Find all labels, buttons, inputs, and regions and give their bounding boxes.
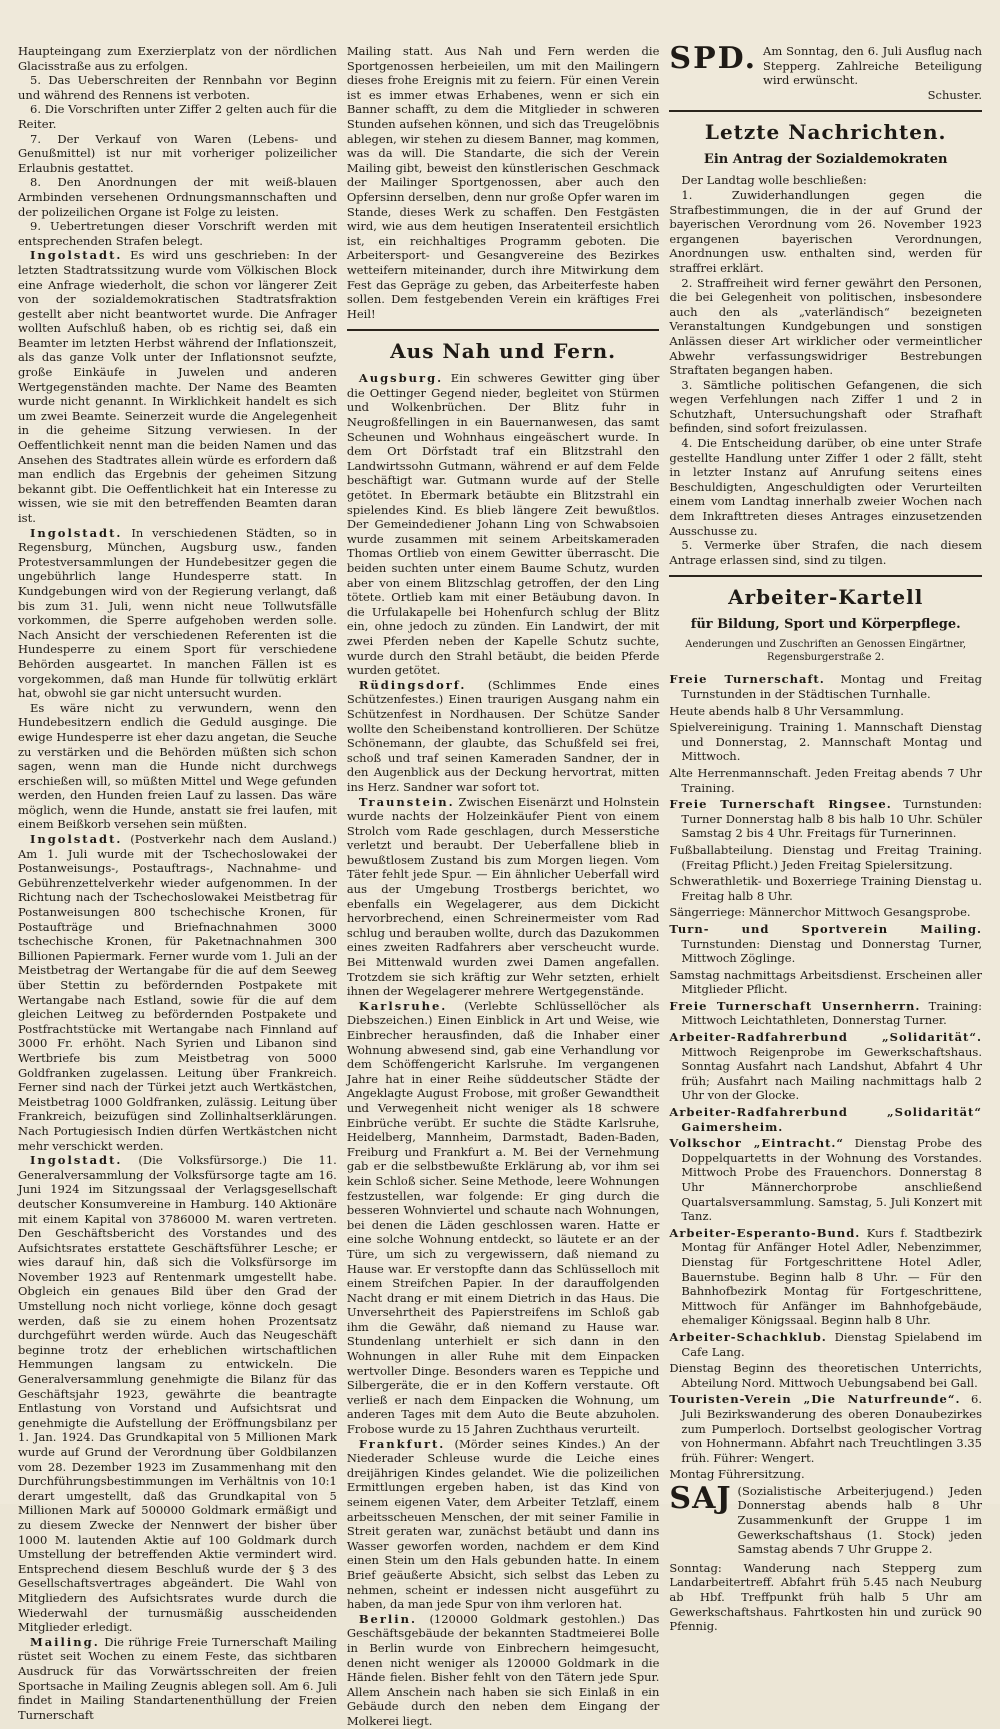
list-item: Touristen-Verein „Die Naturfreunde“. 6. Juli Bezirkswanderung des oberen Donaubezirkes zum Pumperloch. Dortselbst geologischer Vortrag von Hohnermann. Abfahrt nach Treuchtlingen 3.35 früh. Führer: Wengert. bbox=[669, 1392, 982, 1465]
section-subheading: für Bildung, Sport und Körperpflege. bbox=[690, 617, 961, 633]
spd-logo: SPD. bbox=[669, 41, 758, 76]
list-item: 1. Zuwiderhandlungen gegen die Strafbestimmungen, die in der auf Grund der bayerischen Verordnung vom 26. November 1923 ergangenen bayerischen Verordnungen, Anordnungen usw. enthalten sind, werden für straffrei erklärt. bbox=[669, 187, 982, 275]
article bbox=[18, 832, 337, 1153]
article-text: In verschiedenen Städten, so in Regensburg, München, Augsburg usw., fanden Protestversammlungen der Hundebesitzer gegen die ungebührlich lange Hundesperre statt. In Kundgebungen wird von der Regierung verlangt, daß bis zum 31. Juli, wenn nicht neue Tollwutsfälle vorkommen, die Sperre aufgehoben werden solle. Nach Ansicht der verschiedenen Referenten ist die Hundesperre zu einem Sport für verschiedene Behörden ausgeartet. In manchen Fällen ist es vorgekommen, daß man Hunde für tollwütig erklärt hat, obwohl sie gar nicht untersucht wurden. bbox=[18, 525, 337, 701]
column-3 bbox=[669, 41, 982, 1634]
list-item: 5. Vermerke über Strafen, die nach diesem Antrage erlassen sind, sind zu tilgen. bbox=[669, 538, 982, 567]
article-text: (Schlimmes Ende eines Schützenfestes.) Einen traurigen Ausgang nahm ein Schützenfest in Nordhausen. Der Schütze Sander wollte den Scheibenstand kontrollieren. Der Schütze Schönemann, der glaubte, das Schußfeld sei frei, schoß und traf seinen Kameraden Sandner, der in den Augenblick aus der Deckung hervortrat, mitten ins Herz. Sandner war sofort tot. bbox=[346, 677, 660, 794]
paragraph: 5. Das Ueberschreiten der Rennbahn vor Beginn und während des Rennens ist verboten. bbox=[18, 73, 337, 102]
article-text: Zwischen Eisenärzt und Holnstein wurde nachts der Holzeinkäufer Pient von einem Strolch vom Rade geschlagen, durch Messerstiche verletzt und beraubt. Der Ueberfallene blieb in bewußtlosem Zustand bis zum Morgen liegen. Vom Täter fehlt jede Spur. — Ein ähnlicher Ueberfall wird aus der Umgebung Trostbergs berichtet, wo ebenfalls ein Wegelagerer, aus dem Dickicht hervorbrechend, einen Schreinermeister vom Rad schlug und berauben wollte, durch das Dazukommen eines zweiten Radfahrers aber verscheucht wurde. Bei Mittenwald wurden zwei Damen angefallen. Trotzdem sie sich kräftig zur Wehr setzten, erhielt ihnen der Wegelagerer mehrere Wertgegenstände. bbox=[346, 794, 660, 999]
article bbox=[18, 1635, 337, 1723]
list-item: 4. Die Entscheidung darüber, ob eine unter Strafe gestellte Handlung unter Ziffer 1 oder 2 fällt, steht in letzter Instanz auf Anrufung seitens eines Beschuldigten, Angeschuldigten oder Verurteilten einem vom Landtag innerhalb zweier Wochen nach dem Inkrafttreten dieses Antrages einzusetzenden Ausschusse zu. bbox=[669, 436, 982, 538]
section-heading: Aus Nah und Fern. bbox=[390, 339, 617, 364]
saj-logo: SAJ bbox=[669, 1480, 732, 1516]
section-note: Aenderungen und Zuschriften an Genossen Eingärtner, Regensburgerstraße 2. bbox=[685, 639, 967, 664]
list-item: Spielvereinigung. Training 1. Mannschaft Dienstag und Donnerstag, 2. Mannschaft Montag und Mittwoch. bbox=[669, 720, 982, 764]
column-2 bbox=[346, 44, 660, 1728]
list-item: Fußballabteilung. Dienstag und Freitag Training. (Freitag Pflicht.) Jeden Freitag Spielersitzung. bbox=[669, 842, 982, 872]
section-heading: Arbeiter-Kartell bbox=[728, 585, 924, 610]
paragraph: 8. Den Anordnungen der mit weiß-blauen Armbinden versehenen Ordnungsmannschaften und der polizeilichen Organe ist Folge zu leisten. bbox=[18, 175, 337, 219]
list-item: Freie Turnerschaft Unsernherrn. Training: Mittwoch Leichtathleten, Donnerstag Turner. bbox=[669, 998, 982, 1028]
dateline: Ingolstadt. bbox=[30, 832, 123, 847]
list-item: Arbeiter-Esperanto-Bund. Kurs f. Stadtbezirk Montag für Anfänger Hotel Adler, Nebenzimmer, Dienstag für Fortgeschrittene Hotel Adler, Bauernstube. Beginn halb 8 Uhr. — Für den Bahnhofbezirk Montag für Fortgeschrittene, Mittwoch für Anfänger im Bahnhofgebäude, ehemaliger Königssaal. Beginn halb 8 Uhr. bbox=[669, 1225, 982, 1328]
column-1 bbox=[18, 44, 337, 1722]
article-text: Ein schweres Gewitter ging über die Oettinger Gegend nieder, begleitet von Stürmen und Wolkenbrüchen. Der Blitz fuhr in Neugroßfellingen in ein Bauernanwesen, das samt Scheunen und Wohnhaus eingeäschert wurde. In dem Ort Dörfstadt traf ein Blitzstrahl den Landwirtssohn Gutmann, während er auf dem Felde beschäftigt war. Gutmann wurde auf der Stelle getötet. In Ebermark betäubte ein Blitzstrahl ein spielendes Kind. Es blieb längere Zeit bewußtlos. Der Gemeindediener Johann Ling von Schwabsoien wurde zusammen mit seinem Arbeitskameraden Thomas Ortlieb von einem Gewitter überrascht. Die beiden suchten unter einem Baume Schutz, wurden aber von einem Blitzschlag getroffen, der den Ling tötete. Ortlieb kam mit einer Betäubung davon. In die Urfulakapelle bei Hohenfurch schlug der Blitz ein, ohne jedoch zu zünden. Ein Landwirt, der mit zwei Pferden neben der Kapelle Schutz suchte, wurde durch den Strahl betäubt, die beiden Pferde wurden getötet. bbox=[346, 371, 660, 678]
list-item: 2. Straffreiheit wird ferner gewährt den Personen, die bei Gelegenheit von politischen, insbesondere auch den als „vaterländisch“ bezeigneten Veranstaltungen Kundgebungen und sonstigen Anlässen dieser Art wirklicher oder vermeintlicher Abwehr verfassungswidriger Bestrebungen Straftaten begangen haben. bbox=[669, 275, 982, 378]
divider bbox=[347, 329, 660, 331]
dateline: Traunstein. bbox=[358, 794, 455, 809]
paragraph: Haupteingang zum Exerzierplatz von der nördlichen Glacisstraße aus zu erfolgen. bbox=[18, 44, 337, 73]
section-subheading: Ein Antrag der Sozialdemokraten bbox=[703, 152, 948, 168]
paragraph: 6. Die Vorschriften unter Ziffer 2 gelten auch für die Reiter. bbox=[18, 102, 337, 131]
article-text: (Postverkehr nach dem Ausland.) Am 1. Juli wurde mit der Tschechoslowakei der Postanweisungs-, Postauftrags-, Nachnahme- und Gebührenzettelverkehr wieder aufgenommen. In der Richtung nach der Tschechoslowakei Meistbetrag für Postanweisungen 800 tschechische Kronen, für Postaufträge und Briefnachnahmen 3000 tschechische Kronen, für Paketnachnahmen 300 Billionen Papiermark. Ferner wurde vom 1. Juli an der Meistbetrag der Wertangabe für die auf dem Seeweg über Stettin zu befördernden Postpakete mit Wertangabe nach Estland, sowie für die auf dem gleichen Leitweg zu befördernden Postpakete und Postfrachtstücke mit Wertangabe nach Finnland auf 3000 Fr. erhöht. Nach Syrien und Libanon sind Wertbriefe bis zum Meistbetrag von 5000 Goldfranken zugelassen. Leitung über Frankreich. Ferner sind nach der Türkei jetzt auch Wertkästchen, Meistbetrag 1000 Goldfranken, zulässig. Leitung über Frankreich, beizufügen sind Zollinhaltserklärungen. Nach Portugiesisch Indien dürfen Wertkästchen nicht mehr verschickt werden. bbox=[18, 832, 337, 1153]
dateline: Karlsruhe. bbox=[358, 998, 448, 1013]
article-text: (120000 Goldmark gestohlen.) Das Geschäftsgebäude der bekannten Stadtmeierei Bolle in Berlin wurde von Einbrechern heimgesucht, denen nicht weniger als 120000 Goldmark in die Hände fielen. Bisher fehlt von den Tätern jede Spur. Allem Anschein nach haben sie sich Einlaß in ein Gebäude durch den neben dem Eingang der Molkerei liegt. bbox=[346, 1611, 660, 1728]
article bbox=[347, 371, 660, 677]
divider bbox=[669, 575, 982, 577]
dateline: Rüdingsdorf. bbox=[358, 677, 467, 692]
article-text: (Die Volksfürsorge.) Die 11. Generalversammlung der Volksfürsorge tagte am 16. Juni 1924 im Sitzungssaal der Verlagsgesellschaft deutscher Konsumvereine in Hamburg. 140 Aktionäre mit einem Kapital von 3786000 M. waren vertreten. Den Geschäftsbericht des Vorstandes und des Aufsichtsrates erstattete Geschäftsführer Lesche; er wies darauf hin, daß sich die Volksfürsorge im November 1923 auf Rentenmark umgestellt habe. Obgleich ein genaues Bild über den Grad der Umstellung noch nicht vorliege, könne doch gesagt werden, daß sie zu einem hohen Prozentsatz durchgeführt werden würde. Auch das Neugeschäft beginne trotz der erheblichen wirtschaftlichen Hemmungen langsam zu entwickeln. Die Generalversammlung genehmigte die Bilanz für das Geschäftsjahr 1923, gewährte die beantragte Entlastung von Vorstand und Aufsichtsrat und genehmigte die Aufstellung der Eröffnungsbilanz per 1. Jan. 1924. Das Grundkapital von 5 Millionen Mark wurde auf Grund der Verordnung über Goldbilanzen vom 28. Dezember 1923 im Zusammenhang mit den Durchführungsbestimmungen im Verhältnis von 10:1 derart umgestellt, daß das Grundkapital von 5 Millionen Mark auf 500000 Goldmark ermäßigt und zu diesem Zwecke der Nennwert der bisher über 1000 M. lautenden Aktie auf 100 Goldmark durch Umstellung der betreffenden Aktie vermindert wird. Entsprechend diesem Beschluß wurde der § 3 des Gesellschaftsvertrages abgeändert. Die Wahl von Mitgliedern des Aufsichtsrates wurde durch die Wiederwahl der turnusmäßig ausscheidenden Mitglieder erledigt. bbox=[18, 1153, 337, 1635]
list-item: Dienstag Beginn des theoretischen Unterrichts, Abteilung Nord. Mittwoch Uebungsabend bei Gall. bbox=[669, 1361, 982, 1390]
list-item: Schwerathletik- und Boxerriege Training Dienstag u. Freitag halb 8 Uhr. bbox=[669, 874, 982, 903]
list-item: Turn- und Sportverein Mailing. Turnstunden: Dienstag und Donnerstag Turner, Mittwoch Zöglinge. bbox=[669, 921, 982, 966]
list-item: Arbeiter-Radfahrerbund „Solidarität“. Mittwoch Reigenprobe im Gewerkschaftshaus. Sonntag Ausfahrt nach Landshut, Abfahrt 4 Uhr früh; Ausfahrt nach Mailing nachmittags halb 2 Uhr von der Glocke. bbox=[669, 1030, 982, 1103]
article bbox=[347, 678, 660, 795]
list-item: Montag Führersitzung. bbox=[669, 1467, 805, 1482]
dateline: Ingolstadt. bbox=[30, 525, 123, 540]
list-item: Sängerriege: Männerchor Mittwoch Gesangsprobe. bbox=[669, 905, 971, 920]
notice-text: Am Sonntag, den 6. Juli Ausflug nach Stepperg. Zahlreiche Beteiligung wird erwünscht. bbox=[763, 44, 982, 88]
article-text: (Verlebte Schlüssellöcher als Diebszeichen.) Einen Einblick in Art und Weise, wie Einbrecher herausfinden, daß die Inhaber einer Wohnung abwesend sind, gab eine Verhandlung vor dem Schöffengericht Karlsruhe. Im vergangenen Jahre hat in einer Reihe süddeutscher Städte der Angeklagte August Frobose, mit großer Gewandtheit und Verwegenheit nicht weniger als 18 schwere Einbrüche verübt. Er suchte die Städte Karlsruhe, Heidelberg, Mannheim, Darmstadt, Baden-Baden, Freiburg und Frankfurt a. M. Bei der Vernehmung gab er die selbstbewußte Erklärung ab, vor ihm sei kein Schloß sicher. Seine Methode, leere Wohnungen festzustellen, war folgende: Er ging durch die besseren Wohnviertel und schaute nach Wohnungen, bei denen die Läden geschlossen waren. Hatte er eine solche Wohnung entdeckt, so läutete er an der Türe, um sich zu vergewissern, daß niemand zu Hause war. Er verstopfte dann das Schlüsselloch mit einem Streifchen Papier. In der darauffolgenden Nacht drang er mit einem Dietrich in das Haus. Die Unversehrtheit des Papierstreifens im Schloß gab ihm die Gewähr, daß niemand zu Hause war. Stundenlang unterhielt er sich dann in den Wohnungen in aller Ruhe mit dem Einpacken wertvoller Dinge. Besonders waren es Teppiche und Silbergeräte, die er in den Koffern verstaute. Oft verließ er nach dem Einpacken die Wohnung, um anderen Tages mit dem Auto die Beute abzuholen. Frobose wurde zu 15 Jahren Zuchthaus verurteilt. bbox=[346, 998, 660, 1437]
signature: Schuster. bbox=[927, 87, 982, 102]
section-heading: Letzte Nachrichten. bbox=[704, 120, 947, 145]
article bbox=[18, 1153, 337, 1635]
list-item: 3. Sämtliche politischen Gefangenen, die sich wegen Verfehlungen nach Ziffer 1 und 2 in Schutzhaft, Untersuchungshaft oder Strafhaft befinden, sind sofort freizulassen. bbox=[669, 377, 982, 436]
notice-text: Sonntag: Wanderung nach Stepperg zum Landarbeitertreff. Abfahrt früh 5.45 nach Neuburg ab Hbf. Treffpunkt früh halb 5 Uhr am Gewerkschaftshaus. Fahrtkosten hin und zurück 90 Pfennig. bbox=[669, 1560, 982, 1634]
list-item: Arbeiter-Radfahrerbund „Solidarität“ Gaimersheim. bbox=[669, 1105, 982, 1134]
article bbox=[347, 999, 660, 1437]
saj-notice bbox=[669, 1480, 982, 1557]
article-text: Die rührige Freie Turnerschaft Mailing rüstet seit Wochen zu einem Feste, das sichtbaren Ausdruck für das Vorwärtsschreiten der freien Sportsache in Mailing Zeugnis ablegen soll. Am 6. Juli findet in Mailing Standartenenthüllung der Freien Turnerschaft bbox=[18, 1634, 337, 1722]
spd-notice bbox=[669, 41, 982, 102]
article bbox=[347, 1612, 660, 1729]
article-text: (Mörder seines Kindes.) An der Niederader Schleuse wurde die Leiche eines dreijährigen Kindes gelandet. Wie die polizeilichen Ermittlungen ergeben haben, ist das Kind von seinem eigenen Vater, dem Arbeiter Tetzlaff, einem arbeitsscheuen Menschen, der mit seiner Familie in Streit geraten war, zunächst betäubt und dann ins Wasser geworfen worden, nachdem er dem Kind einen Stein um den Hals gebunden hatte. In einem Brief geäußerte Absicht, sich selbst das Leben zu nehmen, scheint er indessen nicht ausgeführt zu haben, da man jede Spur von ihm verloren hat. bbox=[346, 1436, 660, 1612]
dateline: Frankfurt. bbox=[358, 1436, 446, 1451]
paragraph: Der Landtag wolle beschließen: bbox=[681, 173, 867, 188]
list-item: Arbeiter-Schachklub. Dienstag Spielabend im Cafe Lang. bbox=[669, 1329, 982, 1359]
dateline: Berlin. bbox=[358, 1611, 418, 1626]
article bbox=[18, 248, 337, 525]
paragraph: Es wäre nicht zu verwundern, wenn den Hundebesitzern endlich die Geduld ausginge. Die ewige Hundesperre ist eher dazu angetan, die Seuche zu verstärken und die Behörden müßten sich schon sagen, wenn man die Hunde nicht durchwegs erschießen will, so müßten Mittel und Wege gefunden werden, den Hunden freien Lauf zu lassen. Das wäre möglich, wenn die Hunde, anstatt sie frei laufen, mit einem Beißkorb versehen sein müßten. bbox=[18, 700, 337, 832]
paragraph: Mailing statt. Aus Nah und Fern werden die Sportgenossen herbeieilen, um mit den Mailingern dieses frohe Ereignis mit zu feiern. Für einen Verein ist es immer etwas Erhabenes, wenn er sich ein Banner schafft, zu dem die Mitglieder in schweren Stunden aufsehen können, und sich das Treugelöbnis ablegen, wir stehen zu diesem Banner, mag kommen, was da will. Die Standarte, die sich der Verein Mailing gibt, beweist den künstlerischen Geschmack der Mailinger Sportgenossen, aber auch den Opfersinn derselben, denn nur große Opfer waren im Stande, dieses Werk zu schaffen. Den Festgästen wird, wie aus dem heutigen Inseratenteil ersichtlich ist, ein reichhaltiges Programm geboten. Die Arbeitersport- und Gesangvereine des Bezirkes wetteifern miteinander, durch ihre Mitwirkung dem Fest das Gepräge zu geben, das Arbeiterfeste haben sollen. Dem festgebenden Verein ein kräftiges Frei Heil! bbox=[346, 44, 660, 321]
paragraph: 7. Der Verkauf von Waren (Lebens- und Genußmittel) ist nur mit vorheriger polizeilicher Erlaubnis gestattet. bbox=[18, 131, 337, 175]
club-listing bbox=[669, 672, 982, 1481]
list-item: Samstag nachmittags Arbeitsdienst. Erscheinen aller Mitglieder Pflicht. bbox=[669, 967, 982, 997]
list-item: Alte Herrenmannschaft. Jeden Freitag abends 7 Uhr Training. bbox=[669, 765, 982, 795]
list-item: Volkschor „Eintracht.“ Dienstag Probe des Doppelquartetts in der Wohnung des Vorstandes. Mittwoch Probe des Frauenchors. Donnerstag 8 Uhr Männerchorprobe anschließend Quartalsversammlung. Samstag, 5. Juli Konzert mit Tanz. bbox=[669, 1136, 982, 1224]
notice-text: (Sozialistische Arbeiterjugend.) Jeden Donnerstag abends halb 8 Uhr Zusammenkunft der Gruppe 1 im Gewerkschaftshaus (1. Stock) jeden Samstag abends 7 Uhr Gruppe 2. bbox=[737, 1483, 982, 1557]
article bbox=[347, 1437, 660, 1612]
divider bbox=[669, 110, 982, 112]
dateline: Mailing. bbox=[30, 1634, 100, 1649]
paragraph: 9. Uebertretungen dieser Vorschrift werden mit entsprechenden Strafen belegt. bbox=[18, 219, 337, 248]
article-text: Es wird uns geschrieben: In der letzten Stadtratssitzung wurde vom Völkischen Block eine Anfrage wiederholt, die schon vor längerer Zeit von der sozialdemokratischen Stadtratsfraktion gestellt aber nicht beantwortet wurde. Die Anfrager wollten Aufschluß haben, ob es richtig sei, daß ein Beamter im letzten Herbst während der Inflationszeit, als das ganze Volk unter der Inflationsnot seufzte, große Einkäufe in Juwelen und anderen Wertgegenständen machte. Der Name des Beamten wurde nicht genannt. In Wirklichkeit handelt es sich um zwei Beamte. Seinerzeit wurde die Angelegenheit in die geheime Sitzung verwiesen. In der Oeffentlichkeit nennt man die beiden Namen und das Ansehen des Stadtrates allein würde es erfordern daß man endlich das Ergebnis der geheimen Sitzung bekannt gibt. Die Oeffentlichkeit hat ein Interesse zu wissen, wie sie mit den betreffenden Beamten daran ist. bbox=[18, 248, 337, 525]
list-item: Freie Turnerschaft Ringsee. Turnstunden: Turner Donnerstag halb 8 bis halb 10 Uhr. Schüler Samstag 2 bis 4 Uhr. Freitags für Turnerinnen. bbox=[669, 797, 982, 841]
dateline: Augsburg. bbox=[358, 371, 444, 386]
list-item: Heute abends halb 8 Uhr Versammlung. bbox=[669, 703, 904, 718]
article bbox=[347, 795, 660, 999]
dateline: Ingolstadt. bbox=[30, 248, 123, 263]
dateline: Ingolstadt. bbox=[30, 1153, 123, 1168]
article bbox=[18, 526, 337, 701]
list-item: Freie Turnerschaft. Montag und Freitag Turnstunden in der Städtischen Turnhalle. bbox=[669, 672, 982, 701]
